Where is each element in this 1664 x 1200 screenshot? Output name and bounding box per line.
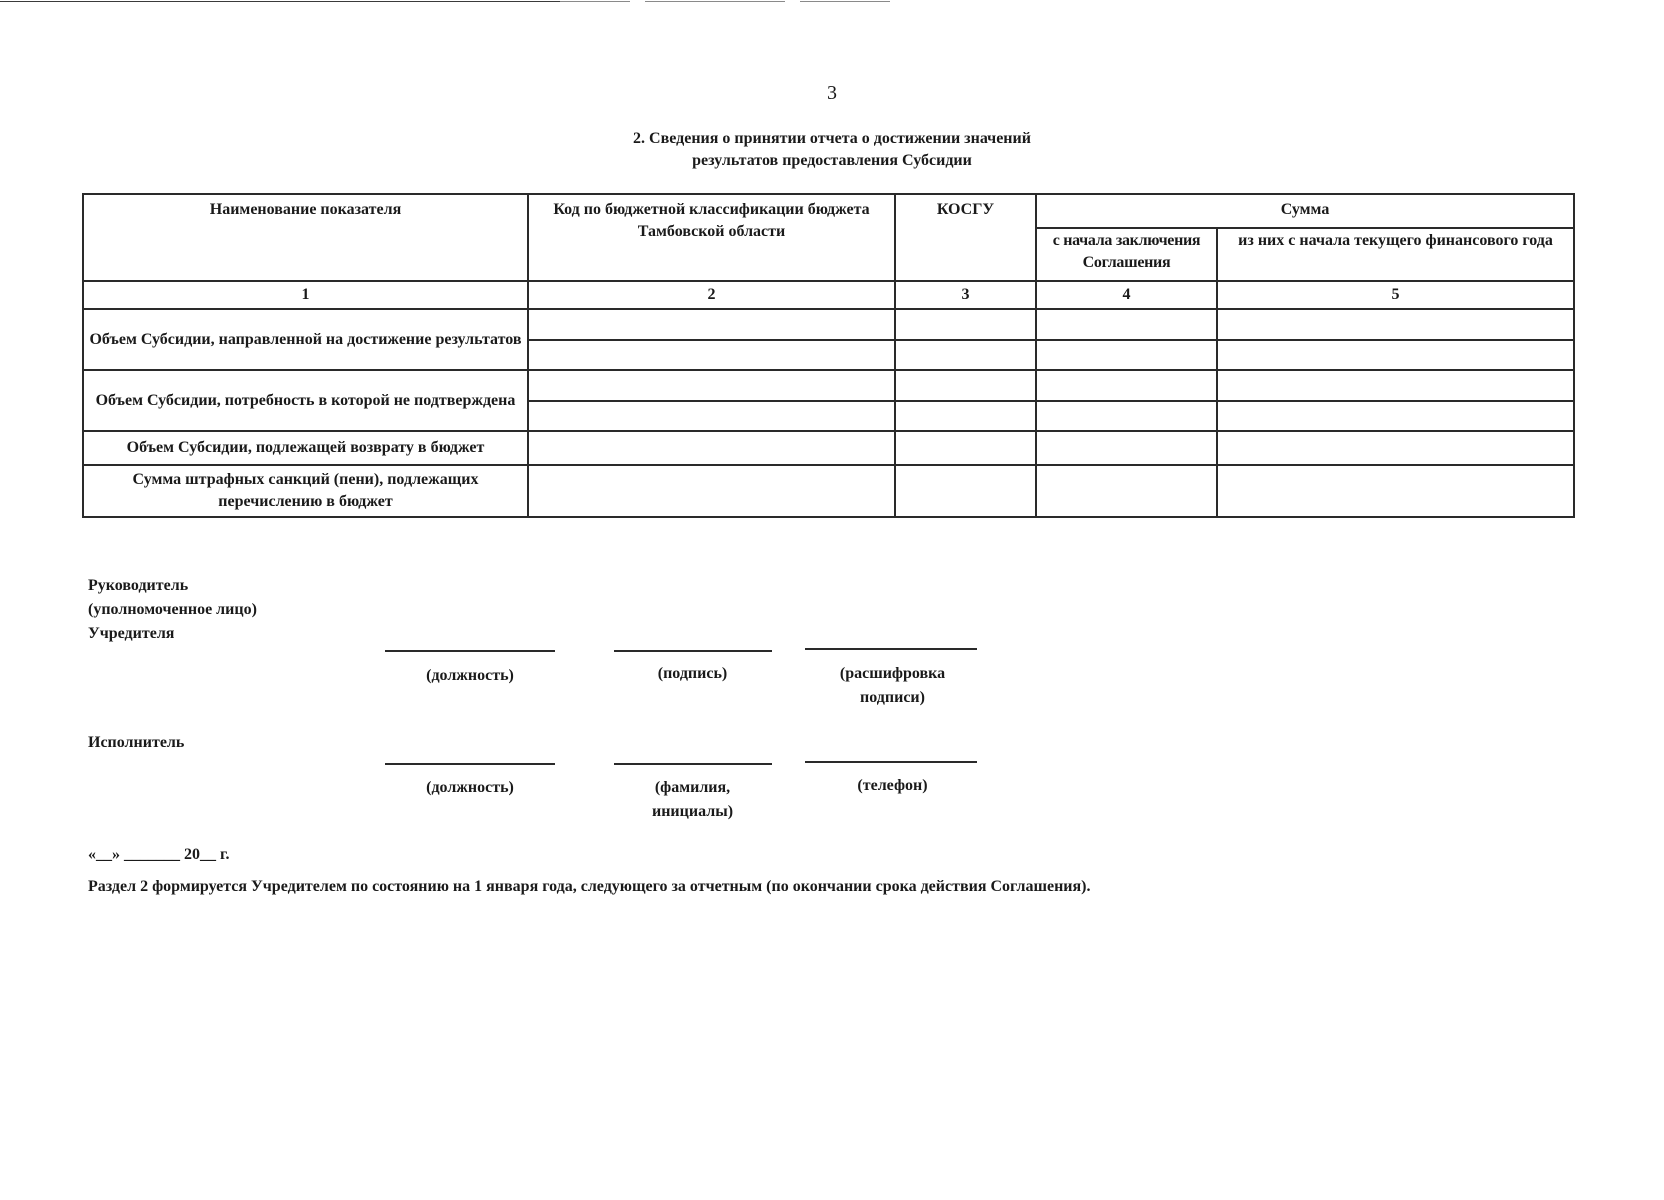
caption-executor-phone: (телефон) <box>857 777 928 794</box>
position-signature-line <box>385 650 555 652</box>
executor-phone-line <box>805 761 977 763</box>
table-cell <box>1217 370 1574 401</box>
head-signer-authorized: (уполномоченное лицо) <box>88 601 257 618</box>
head-signer-block <box>88 574 257 646</box>
row-label-refund-subsidy: Объем Субсидии, подлежащей возврату в бюджет <box>83 431 528 465</box>
header-budget-code: Код по бюджетной классификации бюджета Тамбовской области <box>528 194 895 281</box>
decoding-signature-line <box>805 648 977 650</box>
header-kosgu: КОСГУ <box>895 194 1036 281</box>
table-cell <box>895 309 1036 340</box>
scan-artifact-dash <box>560 1 630 2</box>
header-sum-from-start: с начала заключения Соглашения <box>1036 228 1217 281</box>
header-indicator-name: Наименование показателя <box>83 194 528 281</box>
column-numbers-row <box>83 281 1574 309</box>
signature-line <box>614 650 772 652</box>
table-cell <box>1036 465 1217 517</box>
column-number-3: 3 <box>895 281 1036 309</box>
table-cell <box>895 401 1036 431</box>
table-cell <box>528 401 895 431</box>
column-number-5: 5 <box>1217 281 1574 309</box>
caption-position: (должность) <box>426 667 514 684</box>
date-line: «__» _______ 20__ г. <box>88 846 230 863</box>
table-cell <box>528 431 895 465</box>
table-row <box>83 431 1574 465</box>
table-cell <box>528 340 895 370</box>
table-row <box>83 465 1574 517</box>
executor-position-line <box>385 763 555 765</box>
table-cell <box>1036 370 1217 401</box>
caption-signature-decoding: (расшифровка подписи) <box>839 665 946 706</box>
table-cell <box>1217 309 1574 340</box>
section-title <box>0 128 1664 172</box>
table-cell <box>895 370 1036 401</box>
column-number-4: 4 <box>1036 281 1217 309</box>
row-label-penalty-sum: Сумма штрафных санкций (пени), подлежащих перечислению в бюджет <box>83 465 528 517</box>
table-cell <box>1217 401 1574 431</box>
executor-name-line <box>614 763 772 765</box>
scan-artifact-line <box>0 1 560 2</box>
table-cell <box>1217 431 1574 465</box>
table-cell <box>895 340 1036 370</box>
table-cell <box>1036 309 1217 340</box>
table-cell <box>1036 431 1217 465</box>
table-cell <box>528 465 895 517</box>
table-cell <box>528 370 895 401</box>
table-cell <box>1036 401 1217 431</box>
table-row <box>83 370 1574 401</box>
page-number: 3 <box>827 82 837 104</box>
caption-executor-name: (фамилия, инициалы) <box>651 779 734 820</box>
report-table <box>82 193 1575 518</box>
column-number-1: 1 <box>83 281 528 309</box>
caption-signature: (подпись) <box>657 665 728 682</box>
column-number-2: 2 <box>528 281 895 309</box>
head-signer-founder: Учредителя <box>88 625 175 642</box>
row-label-unconfirmed-subsidy: Объем Субсидии, потребность в которой не подтверждена <box>83 370 528 431</box>
table-cell <box>1036 340 1217 370</box>
caption-executor-position: (должность) <box>426 779 514 796</box>
section-title-line-1: 2. Сведения о принятии отчета о достижении значений <box>633 130 1031 147</box>
scan-artifact-dash <box>800 1 890 2</box>
table-cell <box>1217 340 1574 370</box>
header-sum-current-year: из них с начала текущего финансового года <box>1217 228 1574 281</box>
scan-artifact-dash <box>645 1 785 2</box>
header-sum: Сумма <box>1036 194 1574 228</box>
table-header-row <box>83 194 1574 228</box>
section-title-line-2: результатов предоставления Субсидии <box>692 152 972 169</box>
row-label-directed-subsidy: Объем Субсидии, направленной на достижение результатов <box>83 309 528 370</box>
table-cell <box>895 431 1036 465</box>
table-cell <box>1217 465 1574 517</box>
executor-label: Исполнитель <box>88 734 185 751</box>
head-signer-title: Руководитель <box>88 577 189 594</box>
section-footnote: Раздел 2 формируется Учредителем по состоянию на 1 января года, следующего за отчетным (по окончании срока действия Соглашения). <box>88 878 1091 895</box>
table-cell <box>528 309 895 340</box>
table-cell <box>895 465 1036 517</box>
table-row <box>83 309 1574 340</box>
